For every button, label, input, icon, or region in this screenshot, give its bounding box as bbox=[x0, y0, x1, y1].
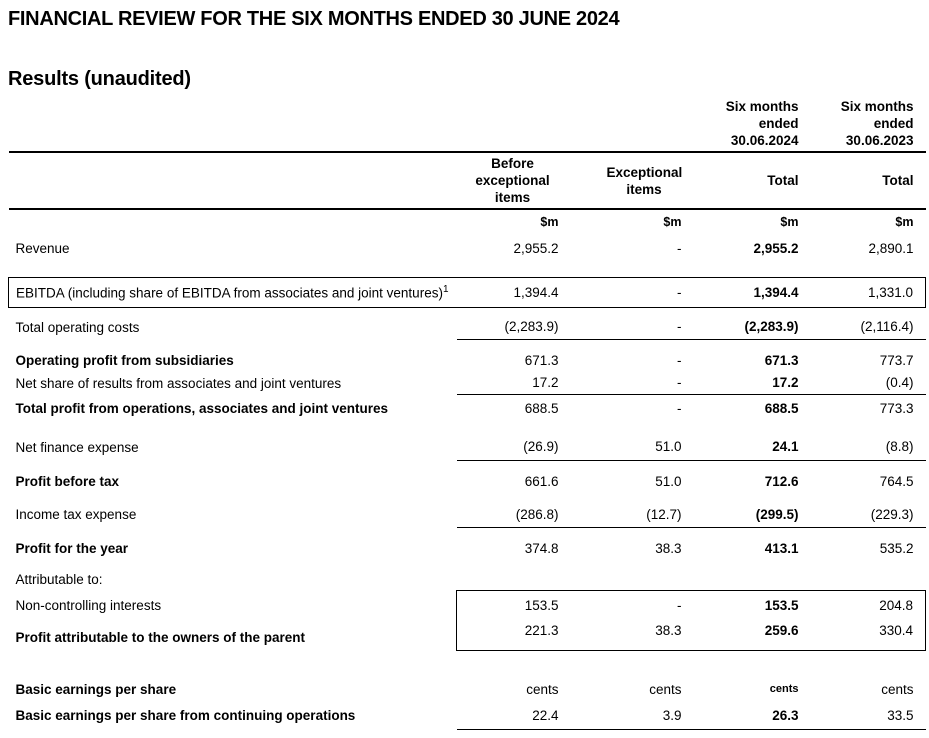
header-line: items bbox=[626, 181, 662, 197]
value-total-2024: 153.5 bbox=[682, 590, 799, 620]
value-total-2023: 773.3 bbox=[879, 400, 914, 416]
unit-cents: cents bbox=[649, 681, 682, 697]
value-total-2024: 2,955.2 bbox=[753, 240, 799, 256]
value-exceptional: - bbox=[559, 372, 682, 394]
row-label: Net finance expense bbox=[15, 439, 139, 455]
spacer bbox=[9, 527, 926, 535]
value-total-2023: (2,116.4) bbox=[799, 315, 926, 339]
value-total-2024: 671.3 bbox=[764, 352, 799, 368]
value-total-2024: 413.1 bbox=[764, 540, 799, 556]
value-total-2024: (2,283.9) bbox=[682, 315, 799, 339]
value-exceptional: 51.0 bbox=[559, 434, 682, 460]
value-before-exceptional: (2,283.9) bbox=[457, 315, 559, 339]
value-exceptional: - bbox=[677, 352, 682, 368]
spacer bbox=[9, 460, 926, 468]
row-non-controlling-interests bbox=[9, 590, 926, 620]
value-total-2024: 688.5 bbox=[764, 400, 799, 416]
column-header-row bbox=[9, 152, 926, 209]
spacer-row bbox=[9, 561, 926, 569]
value-before-exceptional: 661.6 bbox=[524, 473, 559, 489]
row-total-profit-operations bbox=[9, 394, 926, 422]
value-total-2024: 26.3 bbox=[682, 702, 799, 729]
value-exceptional: (12.7) bbox=[559, 502, 682, 527]
row-net-finance-expense bbox=[9, 434, 926, 460]
row-label: Attributable to: bbox=[15, 572, 103, 587]
spacer bbox=[9, 650, 926, 676]
spacer-row bbox=[9, 263, 926, 277]
period-line: 30.06.2023 bbox=[845, 133, 914, 148]
empty-cell bbox=[682, 569, 799, 590]
spacer bbox=[9, 339, 926, 348]
value-before-exceptional: 1,394.4 bbox=[457, 277, 559, 307]
row-income-tax-expense bbox=[9, 502, 926, 527]
value-before-exceptional: 153.5 bbox=[457, 590, 559, 620]
value-total-2024: 712.6 bbox=[764, 473, 799, 489]
row-label: Revenue bbox=[15, 240, 70, 256]
spacer-row bbox=[9, 494, 926, 502]
spacer-row bbox=[9, 527, 926, 535]
period-line: 30.06.2024 bbox=[730, 133, 799, 148]
period-line: Six months bbox=[725, 99, 799, 114]
spacer bbox=[9, 263, 926, 277]
value-before-exceptional: 671.3 bbox=[524, 352, 559, 368]
section-title: Results (unaudited) bbox=[8, 68, 191, 90]
value-before-exceptional: 17.2 bbox=[457, 372, 559, 394]
value-total-2023: 773.7 bbox=[879, 352, 914, 368]
row-net-share-associates bbox=[9, 372, 926, 394]
value-total-2024: 1,394.4 bbox=[682, 277, 799, 307]
row-revenue bbox=[9, 233, 926, 263]
row-label: Total operating costs bbox=[15, 319, 140, 335]
value-total-2023: 764.5 bbox=[879, 473, 914, 489]
value-total-2023: 204.8 bbox=[799, 590, 926, 620]
spacer bbox=[9, 307, 926, 315]
spacer-row bbox=[9, 460, 926, 468]
ebitda-label-text: EBITDA (including share of EBITDA from associates and joint ventures) bbox=[16, 285, 443, 301]
spacer bbox=[9, 561, 926, 569]
row-profit-for-year bbox=[9, 535, 926, 561]
row-label bbox=[9, 277, 457, 307]
value-total-2023: 330.4 bbox=[799, 620, 926, 650]
empty-cell bbox=[457, 569, 559, 590]
unit-cents: cents bbox=[769, 683, 799, 695]
header-line: items bbox=[494, 190, 531, 205]
value-exceptional: 51.0 bbox=[655, 473, 682, 489]
value-before-exceptional: 688.5 bbox=[524, 400, 559, 416]
period-header-row bbox=[9, 95, 926, 152]
empty-cell bbox=[9, 209, 457, 233]
row-label: Operating profit from subsidiaries bbox=[15, 352, 234, 368]
value-exceptional: - bbox=[559, 590, 682, 620]
value-total-2024: 17.2 bbox=[682, 372, 799, 394]
empty-cell bbox=[9, 152, 457, 209]
financial-results-table bbox=[8, 95, 926, 730]
spacer bbox=[9, 422, 926, 434]
value-total-2023: 33.5 bbox=[799, 702, 926, 729]
value-total-2024: (299.5) bbox=[682, 502, 799, 527]
exceptional-header bbox=[559, 152, 682, 209]
spacer-row bbox=[9, 339, 926, 348]
unit-label: $m bbox=[540, 214, 559, 229]
empty-cell bbox=[559, 95, 682, 152]
page-title: FINANCIAL REVIEW FOR THE SIX MONTHS ENDED 30 JUNE 2024 bbox=[8, 8, 620, 30]
unit-row bbox=[9, 209, 926, 233]
period-line: ended bbox=[873, 116, 914, 131]
row-attributable-to bbox=[9, 569, 926, 590]
unit-cents: cents bbox=[881, 681, 914, 697]
row-operating-profit bbox=[9, 348, 926, 372]
value-before-exceptional: 2,955.2 bbox=[513, 240, 559, 256]
header-line: exceptional bbox=[475, 173, 550, 188]
value-total-2023: 1,331.0 bbox=[799, 277, 926, 307]
unit-label: $m bbox=[780, 214, 799, 229]
period-2024-header bbox=[682, 95, 799, 152]
unit-label: $m bbox=[895, 214, 914, 229]
value-before-exceptional: 374.8 bbox=[524, 540, 559, 556]
row-basic-eps-continuing bbox=[9, 702, 926, 729]
value-before-exceptional: (26.9) bbox=[457, 434, 559, 460]
row-label: Profit before tax bbox=[15, 473, 120, 489]
spacer-row bbox=[9, 307, 926, 315]
row-ebitda bbox=[9, 277, 926, 307]
value-exceptional: - bbox=[677, 400, 682, 416]
value-total-2024: 259.6 bbox=[682, 620, 799, 650]
value-exceptional: - bbox=[677, 240, 682, 256]
value-total-2023: (0.4) bbox=[799, 372, 926, 394]
empty-cell bbox=[457, 95, 559, 152]
row-profit-attributable-parent bbox=[9, 620, 926, 650]
period-line: Six months bbox=[840, 99, 914, 114]
empty-cell bbox=[9, 95, 457, 152]
row-label: Basic earnings per share bbox=[15, 681, 177, 697]
empty-cell bbox=[799, 569, 926, 590]
empty-cell bbox=[559, 569, 682, 590]
value-exceptional: 38.3 bbox=[655, 540, 682, 556]
row-label: Profit attributable to the owners of the parent bbox=[15, 630, 306, 645]
total-2024-header: Total bbox=[682, 152, 799, 209]
period-line: ended bbox=[758, 116, 799, 131]
row-label: Non-controlling interests bbox=[15, 597, 162, 613]
value-total-2024: 24.1 bbox=[682, 434, 799, 460]
unit-label: $m bbox=[663, 214, 682, 229]
value-total-2023: (8.8) bbox=[799, 434, 926, 460]
value-exceptional: - bbox=[559, 277, 682, 307]
spacer bbox=[9, 494, 926, 502]
spacer-row bbox=[9, 422, 926, 434]
footnote-marker: 1 bbox=[442, 283, 449, 295]
unit-cents: cents bbox=[526, 681, 559, 697]
before-exceptional-header bbox=[457, 152, 559, 209]
value-exceptional: - bbox=[559, 315, 682, 339]
value-total-2023: 535.2 bbox=[879, 540, 914, 556]
row-label: Basic earnings per share from continuing operations bbox=[15, 708, 356, 723]
row-profit-before-tax bbox=[9, 468, 926, 494]
row-label: Total profit from operations, associates and joint ventures bbox=[15, 400, 389, 416]
row-label: Net share of results from associates and joint ventures bbox=[15, 375, 342, 391]
row-label: Profit for the year bbox=[15, 540, 129, 556]
value-total-2023: (229.3) bbox=[799, 502, 926, 527]
spacer-row bbox=[9, 650, 926, 676]
header-line: Exceptional bbox=[606, 164, 683, 180]
header-line: Before bbox=[491, 156, 534, 171]
value-before-exceptional: (286.8) bbox=[457, 502, 559, 527]
value-exceptional: 38.3 bbox=[559, 620, 682, 650]
value-before-exceptional: 22.4 bbox=[457, 702, 559, 729]
row-total-operating-costs bbox=[9, 315, 926, 339]
period-2023-header bbox=[799, 95, 926, 152]
value-total-2023: 2,890.1 bbox=[868, 240, 914, 256]
value-before-exceptional: 221.3 bbox=[457, 620, 559, 650]
value-exceptional: 3.9 bbox=[559, 702, 682, 729]
row-basic-eps-units bbox=[9, 676, 926, 702]
row-label: Income tax expense bbox=[15, 507, 137, 522]
total-2023-header: Total bbox=[799, 152, 926, 209]
